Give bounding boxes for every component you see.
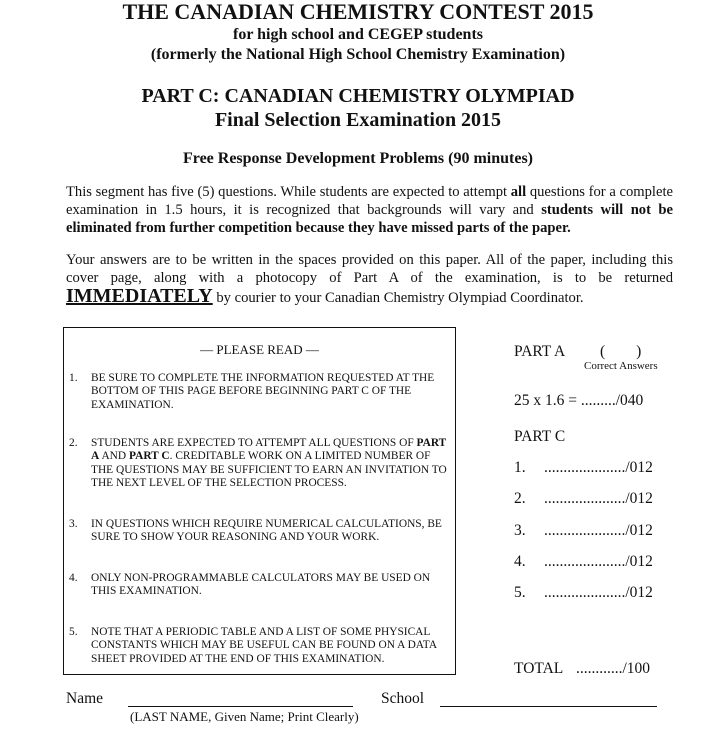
intro-paragraph-1 xyxy=(66,183,673,237)
part-c-question-score[interactable]: ...................../012 xyxy=(544,553,653,570)
intro-emphasis-all: all xyxy=(510,184,527,200)
part-c-label: PART C xyxy=(514,428,566,445)
part-a-answer-field[interactable]: ( ) xyxy=(600,343,642,360)
notice-item-number: 4. xyxy=(69,572,78,584)
intro-text: questions for a complete examination in 1.5 hours, it is recognized that backgrounds will vary and xyxy=(66,184,673,218)
part-a-emphasis: PART A xyxy=(91,437,447,463)
intro-text: by courier to your Canadian Chemistry Olympiad Coordinator. xyxy=(212,290,584,306)
name-label: Name xyxy=(66,690,104,707)
school-input-line[interactable] xyxy=(440,706,657,707)
notice-item-text: NOTE THAT A PERIODIC TABLE AND A LIST OF SOME PHYSICAL CONSTANTS WHICH MAY BE USEFUL CAN BE FOUND ON A DATA SHEET PROVIDED AT THE END OF THIS EXAMINATION. xyxy=(91,626,437,665)
part-a-label: PART A xyxy=(514,343,566,360)
intro-text: This segment has five (5) questions. While students are expected to attempt xyxy=(66,184,511,200)
intro-text: Your answers are to be written in the spaces provided on this paper. All of the paper, including this cover page, along with a photocopy of Part A of the examination, is to be returned xyxy=(66,252,673,286)
exam-title: Final Selection Examination 2015 xyxy=(214,109,502,131)
notice-item-number: 3. xyxy=(69,518,78,530)
part-a-score[interactable]: 25 x 1.6 = ........./040 xyxy=(514,392,644,409)
please-read-box xyxy=(63,327,456,675)
part-title: PART C: CANADIAN CHEMISTRY OLYMPIAD xyxy=(141,85,575,107)
free-response-heading: Free Response Development Problems (90 minutes) xyxy=(182,150,534,167)
part-c-emphasis: PART C xyxy=(128,450,170,463)
notice-item-number: 5. xyxy=(69,626,78,638)
immediately-emphasis: IMMEDIATELY xyxy=(66,285,213,307)
correct-answers-caption: Correct Answers xyxy=(584,360,658,372)
part-c-question-score[interactable]: ...................../012 xyxy=(544,459,653,476)
notice-item-text xyxy=(91,437,449,491)
notice-text-part: AND xyxy=(99,450,129,463)
notice-item-text: IN QUESTIONS WHICH REQUIRE NUMERICAL CALCULATIONS, BE SURE TO SHOW YOUR REASONING AND YOUR WORK. xyxy=(91,518,442,544)
name-input-line[interactable] xyxy=(128,706,353,707)
notice-item-number: 1. xyxy=(69,372,78,384)
notice-item-text: BE SURE TO COMPLETE THE INFORMATION REQUESTED AT THE BOTTOM OF THIS PAGE BEFORE BEGINNING PART C OF THE EXAMINATION. xyxy=(91,372,435,411)
intro-emphasis: students will not be eliminated from further competition because they have missed parts of the paper. xyxy=(66,202,674,236)
school-label: School xyxy=(381,690,425,707)
part-c-question-number: 4. xyxy=(514,553,526,570)
contest-former-name: (formerly the National High School Chemistry Examination) xyxy=(150,46,566,63)
intro-paragraph-2 xyxy=(66,251,673,307)
notice-text-part: STUDENTS ARE EXPECTED TO ATTEMPT ALL QUESTIONS OF xyxy=(91,437,417,449)
contest-title: THE CANADIAN CHEMISTRY CONTEST 2015 xyxy=(122,0,594,24)
part-c-question-number: 5. xyxy=(514,584,526,601)
notice-item-text: ONLY NON-PROGRAMMABLE CALCULATORS MAY BE USED ON THIS EXAMINATION. xyxy=(91,572,431,598)
total-score[interactable]: ............/100 xyxy=(576,660,651,677)
part-c-question-number: 2. xyxy=(514,490,526,507)
contest-subtitle: for high school and CEGEP students xyxy=(233,26,483,43)
part-c-question-number: 1. xyxy=(514,459,526,476)
please-read-header: — PLEASE READ — xyxy=(200,342,319,357)
part-c-question-score[interactable]: ...................../012 xyxy=(544,584,653,601)
notice-text-part: . CREDITABLE WORK ON A LIMITED NUMBER OF THE QUESTIONS MAY BE SUFFICIENT TO EARN AN INVITATION TO THE NEXT LEVEL OF THE SELECTION PROCESS. xyxy=(91,450,447,490)
part-c-question-score[interactable]: ...................../012 xyxy=(544,490,653,507)
name-hint: (LAST NAME, Given Name; Print Clearly) xyxy=(130,709,359,724)
part-c-question-number: 3. xyxy=(514,522,526,539)
notice-item-number: 2. xyxy=(69,437,78,449)
part-c-question-score[interactable]: ...................../012 xyxy=(544,522,653,539)
total-label: TOTAL xyxy=(514,660,564,677)
